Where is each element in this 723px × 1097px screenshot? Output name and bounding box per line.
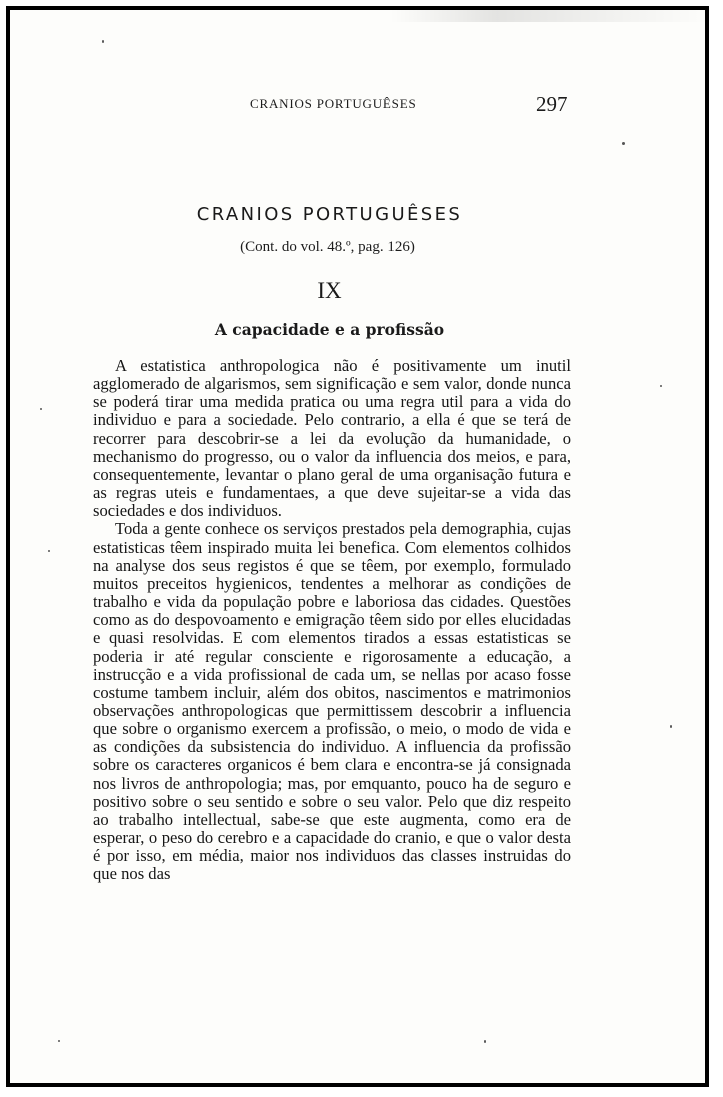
scan-speck	[58, 1040, 60, 1042]
body-text	[93, 357, 571, 884]
chapter-number: IX	[317, 278, 342, 303]
running-head	[10, 92, 705, 116]
continuation-note: (Cont. do vol. 48.º, pag. 126)	[240, 239, 415, 255]
paragraph-2: Toda a gente conhece os serviços prestados pela demographia, cujas estatisticas têem inspirado muita lei benefica. Com elementos colhidos na analyse dos seus registos é que se têem, por exemplo, formulado muitos preceitos hygienicos, tendentes a melhorar as condições de trabalho e vida da população pobre e laboriosa das cidades. Questões como as do despovoamento e emigração têem sido por elles elucidadas e quasi resolvidas. E com elementos tirados a essas estatisticas se poderia ir até regular consciente e rigorosamente a educação, a instrucção e a vida profissional de cada um, se nellas por acaso fosse costume tambem incluir, além dos obitos, nascimentos e matrimonios observações anthropologicas que permittissem descobrir a influencia que sobre o organismo exercem a profissão, o meio, o modo de vida e as condições da subsistencia do individuo. A influencia da profissão sobre os caracteres organicos é bem clara e encontra-se já consignada nos livros de anthropologia; mas, por emquanto, pouco ha de seguro e positivo sobre o seu sentido e sobre o seu valor. Pelo que diz respeito ao trabalho intellectual, sabe-se que este augmenta, como era de esperar, o peso do cerebro e a capacidade do cranio, e que o valor desta é por isso, em média, maior nos individuos das classes instruidas do que nos das	[93, 519, 571, 884]
scan-speck	[622, 142, 625, 145]
article-title: CRANIOS PORTUGUÊSES	[196, 204, 463, 225]
scan-speck	[48, 550, 50, 552]
scan-speck	[660, 385, 662, 387]
section-title: A capacidade e a profissão	[214, 320, 445, 339]
paragraph-1: A estatistica anthropologica não é positivamente um inutil agglomerado de algarismos, sem significação e sem valor, donde nunca se poderá tirar uma medida pratica ou uma regra util para a vida do individuo e para a sociedade. Pelo contrario, a ella é que se terá de recorrer para descobrir-se a lei da evolução da humanidade, o mechanismo do progresso, ou o valor da influencia dos meios, e para, consequentemente, levantar o plano geral de uma organisação futura e as regras uteis e fundamentaes, a que deve sujeitar-se a vida das sociedades e dos individuos.	[93, 356, 571, 521]
scan-smudge	[390, 8, 709, 22]
scan-speck	[670, 725, 672, 728]
scan-speck	[40, 408, 42, 410]
scan-speck	[484, 1040, 486, 1043]
book-page	[6, 6, 709, 1087]
page-number: 297	[536, 92, 568, 116]
scan-speck	[102, 40, 104, 43]
running-title: CRANIOS PORTUGUÊSES	[250, 96, 417, 111]
